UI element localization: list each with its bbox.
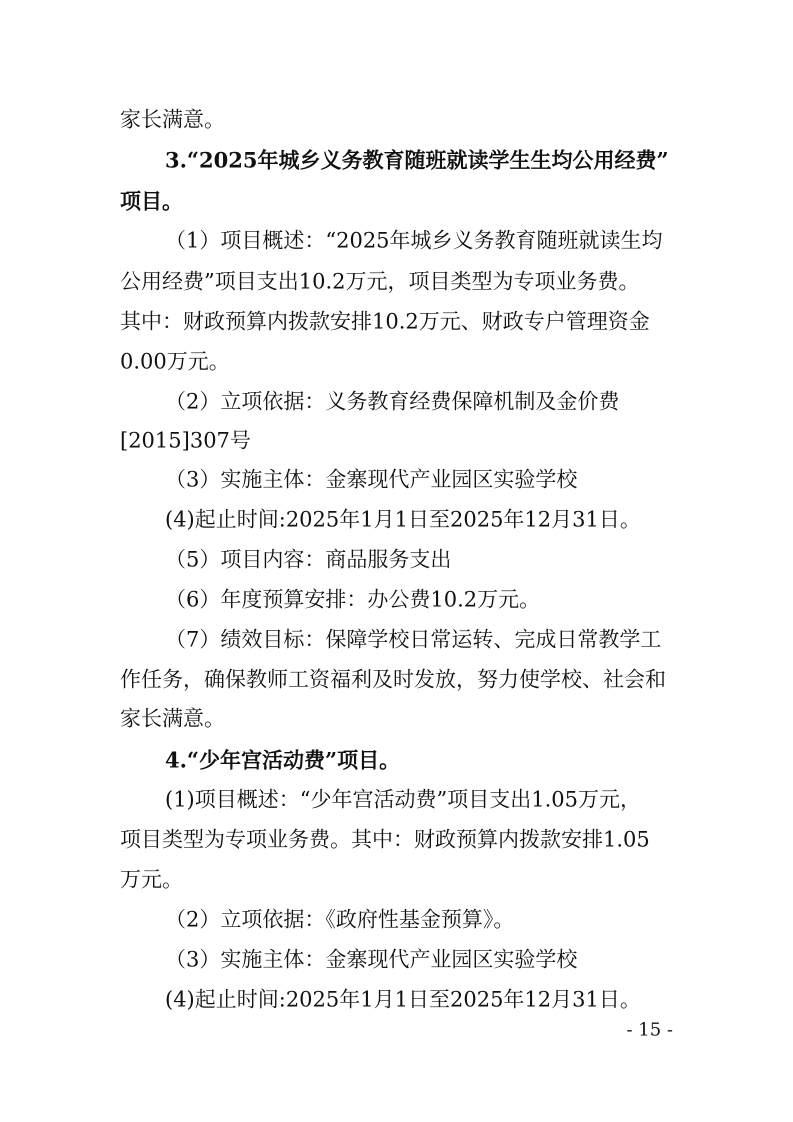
text-line-18: (1)项目概述：“少年宫活动费”项目支出1.05万元， [165,787,641,812]
text-line-11: (4)起止时间:2025年1月1日至2025年12月31日。 [165,507,641,532]
section-heading-3-cont: 项目。 [120,188,183,214]
page-number: - 15 - [626,1019,673,1041]
text-line-15: 作任务，确保教师工资福利及时发放，努力使学校、社会和 [120,667,666,692]
text-line-23: (4)起止时间:2025年1月1日至2025年12月31日。 [165,987,641,1012]
text-line-14: （7）绩效目标：保障学校日常运转、完成日常教学工 [165,627,662,652]
text-line-5: 公用经费”项目支出10.2万元，项目类型为专项业务费。 [120,269,640,294]
text-line-7: 0.00万元。 [120,349,230,374]
text-line-9: [2015]307号 [120,428,251,453]
text-line-13: （6）年度预算安排：办公费10.2万元。 [165,587,541,612]
text-line-4: （1）项目概述：“2025年城乡义务教育随班就读生均 [165,228,663,253]
text-line-10: （3）实施主体：金寨现代产业园区实验学校 [165,467,578,492]
section-heading-3: 3.“2025年城乡义务教育随班就读学生生均公用经费” [165,147,669,173]
text-line-1: 家长满意。 [120,107,225,132]
text-line-6: 其中：财政预算内拨款安排10.2万元、财政专户管理资金 [120,309,650,334]
text-line-8: （2）立项依据：义务教育经费保障机制及金价费 [165,389,620,414]
section-heading-4: 4.“少年宫活动费”项目。 [165,747,401,773]
text-line-16: 家长满意。 [120,706,225,731]
text-line-12: （5）项目内容：商品服务支出 [165,547,452,572]
text-line-21: （2）立项依据：《政府性基金预算》。 [165,907,515,932]
text-line-20: 万元。 [120,867,183,892]
text-line-19: 项目类型为专项业务费。其中：财政预算内拨款安排1.05 [120,827,650,852]
text-line-22: （3）实施主体：金寨现代产业园区实验学校 [165,947,578,972]
